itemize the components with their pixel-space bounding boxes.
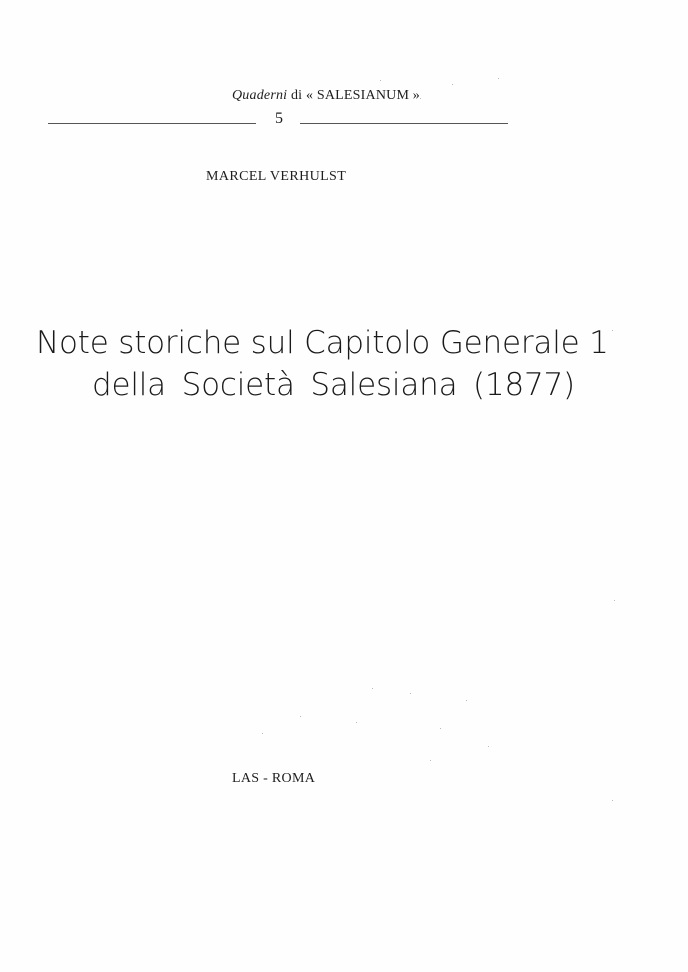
scan-speck — [612, 330, 613, 331]
series-name-italic: Quaderni — [232, 88, 288, 103]
scan-speck — [420, 98, 421, 99]
scan-speck — [498, 78, 499, 79]
scan-speck — [380, 80, 381, 81]
series-number-row — [48, 110, 508, 130]
rule-right — [300, 123, 508, 124]
scan-speck — [262, 733, 263, 734]
publisher-imprint: LAS - ROMA — [232, 771, 316, 786]
scan-speck — [488, 746, 489, 747]
series-number: 5 — [275, 110, 283, 127]
scan-speck — [614, 600, 615, 601]
scan-speck — [612, 800, 613, 801]
scan-speck — [440, 728, 441, 729]
scan-speck — [300, 716, 301, 717]
title-line-1: Note storiche sul Capitolo Generale 1 — [36, 325, 609, 361]
scan-speck — [430, 760, 431, 761]
book-title — [36, 322, 609, 406]
scan-speck — [452, 84, 453, 85]
series-heading — [0, 88, 670, 104]
series-name: « SALESIANUM » — [305, 88, 420, 103]
series-connector: di — [290, 88, 303, 103]
scan-speck — [372, 688, 373, 689]
scan-speck — [410, 693, 411, 694]
scan-speck — [466, 700, 467, 701]
rule-left — [48, 123, 256, 124]
scan-speck — [356, 722, 357, 723]
author-name: MARCEL VERHULST — [206, 169, 347, 184]
title-line-2: della Società Salesiana (1877) — [92, 367, 575, 403]
